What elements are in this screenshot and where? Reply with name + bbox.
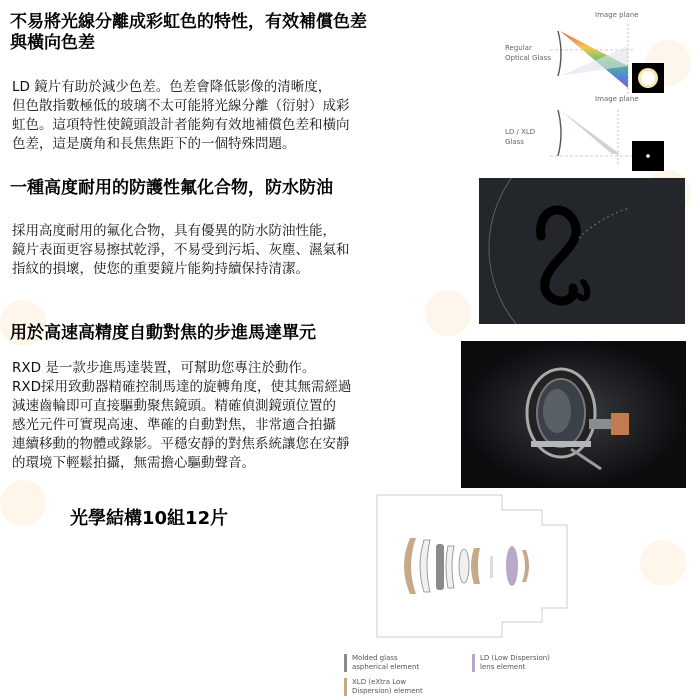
xld-swatch — [344, 678, 347, 696]
regular-label-2: Optical Glass — [505, 54, 551, 62]
watermark-logo — [0, 480, 46, 526]
body-line: 指紋的損壞，使您的重要鏡片能夠持續保持清潔。 — [12, 261, 309, 277]
section1-body — [12, 78, 452, 154]
legend-ld-line1: LD (Low Dispersion) — [480, 654, 550, 662]
image-plane-label-top: Image plane — [595, 11, 639, 19]
body-line: 感光元件可實現高速、準確的自動對焦，非常適合拍攝 — [12, 417, 336, 433]
optical-construction-diagram — [372, 490, 577, 642]
legend-molded-line2: aspherical element — [352, 663, 420, 671]
body-line: 連續移動的物體或錄影。平穩安靜的對焦系統讓您在安靜 — [12, 436, 350, 452]
body-line: RXD採用致動器精確控制馬達的旋轉角度，使其無需經過 — [12, 379, 352, 395]
lens-element — [490, 556, 493, 578]
rxd-motor-image — [461, 341, 686, 488]
section3-title: 用於高速高精度自動對焦的步進馬達單元 — [10, 323, 316, 343]
lens-legend — [344, 654, 664, 698]
legend-xld-line2: Dispersion) element — [352, 687, 423, 695]
ld-swatch — [472, 654, 475, 672]
body-line: 鏡片表面更容易擦拭乾淨，不易受到污垢、灰塵、濕氣和 — [12, 242, 350, 258]
chromatic-aberration-diagram — [500, 6, 695, 176]
molded-swatch — [344, 654, 347, 672]
lens-element — [459, 549, 469, 583]
water-drop-stream-icon — [541, 210, 577, 301]
section1-title-line2: 與橫向色差 — [10, 33, 95, 53]
lens-element — [522, 550, 529, 582]
watermark-logo — [640, 540, 686, 586]
section4-title: 光學結構10組12片 — [70, 508, 229, 529]
body-line: LD 鏡片有助於減少色差。色差會降低影像的清晰度， — [12, 79, 332, 95]
legend-xld-line1: XLD (eXtra Low — [352, 678, 407, 686]
section3-body — [12, 359, 452, 473]
body-line: 但色散指數極低的玻璃不太可能將光線分離（衍射）成彩 — [12, 98, 350, 114]
lens-element — [436, 544, 444, 590]
lens-element — [506, 546, 518, 586]
lens-element — [420, 540, 430, 592]
lens-element — [446, 546, 454, 588]
section2-title: 一種高度耐用的防護性氟化合物，防水防油 — [10, 178, 333, 198]
body-line: 色差，這是廣角和長焦焦距下的一個特殊問題。 — [12, 136, 296, 152]
ld-lens-shape — [558, 110, 561, 156]
body-line: RXD 是一款步進馬達裝置，可幫助您專注於動作。 — [12, 360, 316, 376]
body-line: 虹色。這項特性使鏡頭設計者能夠有效地補償色差和橫向 — [12, 117, 350, 133]
lens-element — [471, 548, 480, 584]
legend-ld-line2: lens element — [480, 663, 526, 671]
legend-molded-line1: Molded glass — [352, 654, 398, 662]
ld-label-1: LD / XLD — [505, 128, 536, 136]
lens-element — [404, 538, 416, 594]
section2-body — [12, 222, 462, 279]
body-line: 的環境下輕鬆拍攝，無需擔心驅動聲音。 — [12, 455, 255, 471]
section1-title — [10, 12, 470, 54]
image-plane-label-bottom: Image plane — [595, 95, 639, 103]
ld-label-2: Glass — [505, 138, 524, 146]
fluorine-coating-image — [479, 178, 685, 324]
regular-label-1: Regular — [505, 44, 532, 52]
body-line: 採用高度耐用的氟化合物，具有優異的防水防油性能， — [12, 223, 336, 239]
body-line: 減速齒輪即可直接驅動聚焦鏡頭。精確偵測鏡頭位置的 — [12, 398, 336, 414]
section1-title-line1: 不易將光線分離成彩虹色的特性，有效補償色差 — [10, 12, 367, 32]
regular-lens-shape — [558, 31, 561, 76]
